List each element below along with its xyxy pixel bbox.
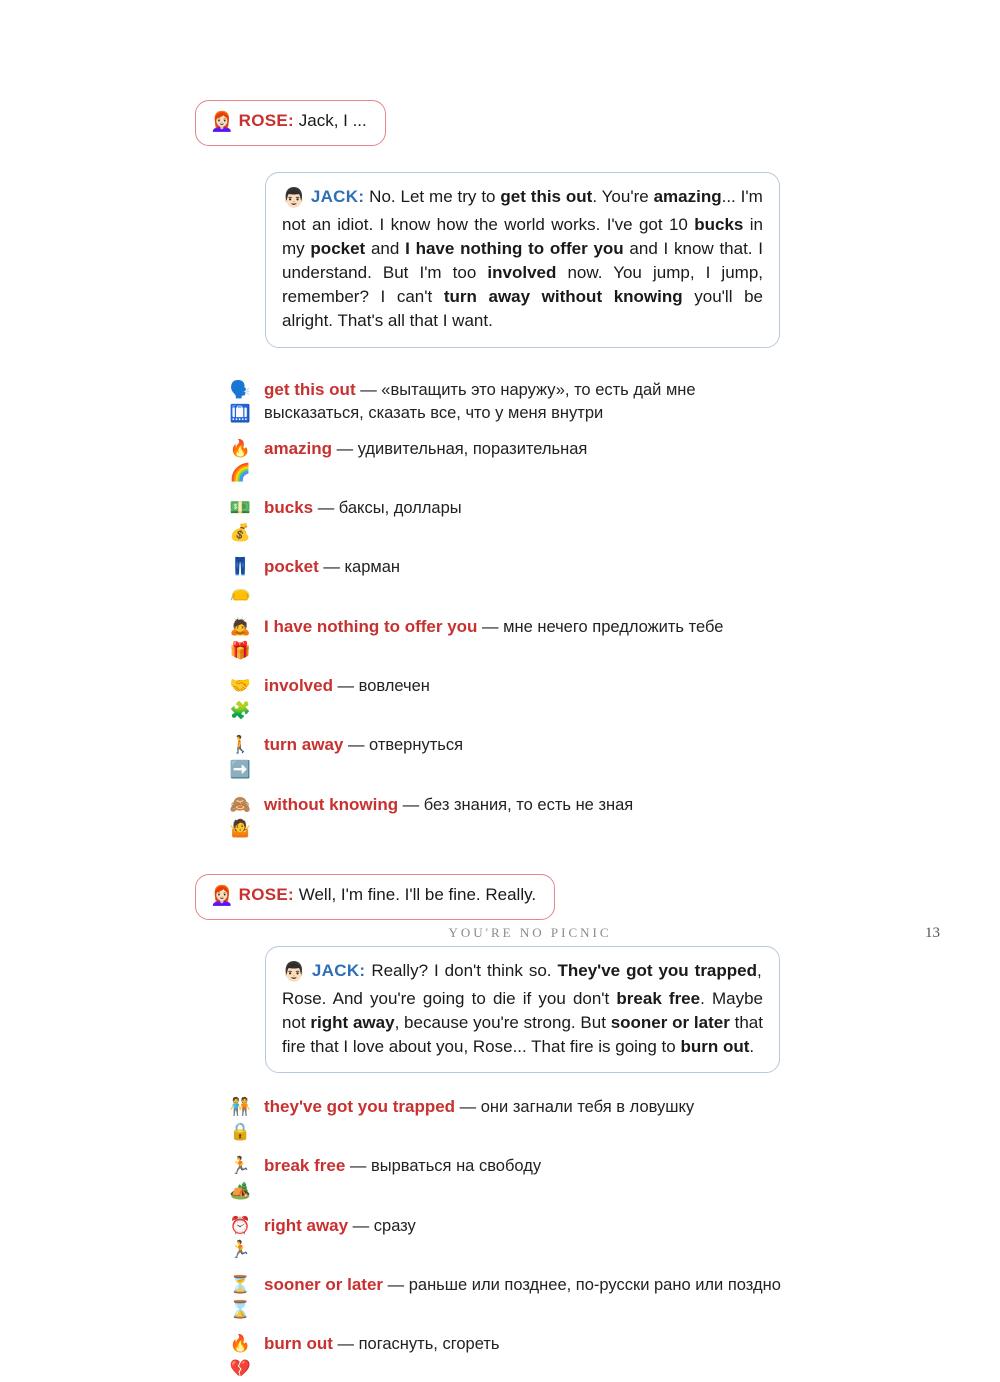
glossary-row (210, 674, 940, 723)
glossary-list-one (60, 378, 940, 842)
glossary-text (264, 615, 723, 640)
speech-bubble-rose (195, 874, 555, 920)
glossary-definition: — вырваться на свободу (345, 1157, 542, 1176)
glossary-emoji-icon: 🤝🧩 (229, 675, 252, 720)
glossary-row (210, 555, 940, 604)
glossary-emoji-icon: ⏳⌛ (229, 1274, 252, 1319)
glossary-term: involved (264, 675, 333, 695)
speech-bubble-rose (195, 100, 386, 146)
page-footer (60, 925, 940, 942)
glossary-text (264, 1273, 781, 1298)
glossary-row (210, 793, 940, 842)
glossary-definition: — отвернуться (343, 736, 464, 755)
glossary-emoji-icon: 💵💰 (229, 498, 252, 542)
glossary-emoji-icon: 🏃🏕️ (229, 1156, 252, 1201)
glossary-definition: — сразу (348, 1216, 416, 1235)
glossary-emoji-icon: 🙈🤷 (229, 794, 252, 839)
dialogue-rose-one (60, 100, 940, 146)
glossary-emoji-icon: 🙇🎁 (229, 616, 252, 661)
dialogue-jack-one (60, 172, 940, 348)
bubble-text: Really? I don't think so. They've got you trapped, Rose. And you're going to die if you don't break free. Maybe not right away, because you're strong. But sooner or later that fire that I love about you, Rose... That fire is going to burn out. (282, 960, 763, 1056)
speaker-label-jack: JACK: (311, 960, 366, 980)
dialogue-jack-two (60, 946, 940, 1073)
speaker-label-jack: JACK: (310, 186, 365, 206)
glossary-text (264, 733, 463, 758)
glossary-term: burn out (264, 1334, 333, 1354)
speech-bubble-jack (265, 172, 780, 348)
footer-book-title: YOU'RE NO PICNIC (448, 925, 612, 940)
glossary-definition: — удивительная, поразительная (332, 439, 588, 458)
glossary-row (210, 378, 940, 427)
dialogue-rose-two (60, 874, 940, 920)
glossary-text (264, 496, 462, 521)
glossary-emoji-icon: 🚶➡️ (229, 735, 252, 779)
glossary-row (210, 1214, 940, 1263)
glossary-term: amazing (264, 438, 333, 458)
glossary-emoji-icon: 🔥🌈 (229, 438, 252, 483)
glossary-definition: — без знания, то есть не зная (398, 795, 634, 814)
glossary-text (264, 793, 633, 818)
dialogue-block-two (60, 874, 940, 1073)
glossary-text (264, 1332, 500, 1357)
glossary-term: get this out (264, 379, 356, 399)
glossary-text (264, 437, 587, 462)
glossary-definition: — погаснуть, сгореть (332, 1335, 500, 1354)
glossary-row (210, 437, 940, 486)
glossary-definition: — они загнали тебя в ловушку (455, 1098, 695, 1117)
glossary-term: bucks (264, 498, 314, 518)
glossary-term: without knowing (264, 794, 399, 814)
avatar-rose-icon: 👩🏻‍🦰 (210, 112, 234, 133)
glossary-text (264, 1154, 541, 1179)
glossary-definition: — раньше или позднее, по-русски рано или поздно (383, 1275, 781, 1294)
glossary-emoji-icon: ⏰🏃 (229, 1215, 252, 1260)
glossary-emoji-icon: 🧑‍🤝‍🧑🔒 (229, 1097, 252, 1141)
glossary-row (210, 1273, 940, 1322)
glossary-row (210, 1095, 940, 1144)
glossary-term: turn away (264, 735, 344, 755)
footer-page-number: 13 (925, 925, 940, 941)
glossary-emoji-icon: 👖👝 (229, 557, 252, 602)
glossary-term: break free (264, 1156, 346, 1176)
glossary-row (210, 1332, 940, 1381)
glossary-definition: — «вытащить это наружу», то есть дай мне высказаться, сказать все, что у меня внутри (264, 380, 696, 423)
glossary-term: I have nothing to offer you (264, 616, 478, 636)
glossary-text (264, 378, 784, 427)
avatar-jack-icon: 👨🏻 (282, 187, 306, 209)
glossary-definition: — карман (318, 558, 401, 577)
speaker-label-rose: ROSE: (238, 111, 295, 130)
glossary-row (210, 1154, 940, 1203)
avatar-jack-icon: 👨🏻 (282, 961, 307, 983)
glossary-term: pocket (264, 557, 319, 577)
glossary-text (264, 1214, 416, 1239)
glossary-emoji-icon: 🔥💔 (229, 1334, 252, 1378)
glossary-row (210, 496, 940, 545)
bubble-text: Well, I'm fine. I'll be fine. Really. (294, 884, 537, 904)
glossary-emoji-icon: 🗣️🛄 (229, 379, 252, 424)
glossary-term: they've got you trapped (264, 1097, 456, 1117)
glossary-term: right away (264, 1215, 349, 1235)
bubble-text: No. Let me try to get this out. You're amazing... I'm not an idiot. I know how the world works. I've got 10 bucks in my pocket and I have nothing to offer you and I know that. I understand. But I'm too involved now. You jump, I jump, remember? I can't turn away without knowing you'll be alright. That's all that I want. (282, 186, 763, 331)
dialogue-block-one (60, 100, 940, 348)
glossary-row (210, 733, 940, 782)
speech-bubble-jack (265, 946, 780, 1073)
bubble-text: Jack, I ... (294, 111, 367, 130)
glossary-text (264, 1095, 694, 1120)
glossary-text (264, 674, 430, 699)
speaker-label-rose: ROSE: (238, 884, 295, 904)
glossary-definition: — баксы, доллары (313, 499, 462, 518)
glossary-term: sooner or later (264, 1274, 384, 1294)
glossary-list-two (60, 1095, 940, 1381)
glossary-definition: — вовлечен (332, 676, 430, 695)
glossary-text (264, 555, 400, 580)
avatar-rose-icon: 👩🏻‍🦰 (210, 885, 234, 907)
glossary-definition: — мне нечего предложить тебе (477, 617, 724, 636)
glossary-row (210, 615, 940, 664)
